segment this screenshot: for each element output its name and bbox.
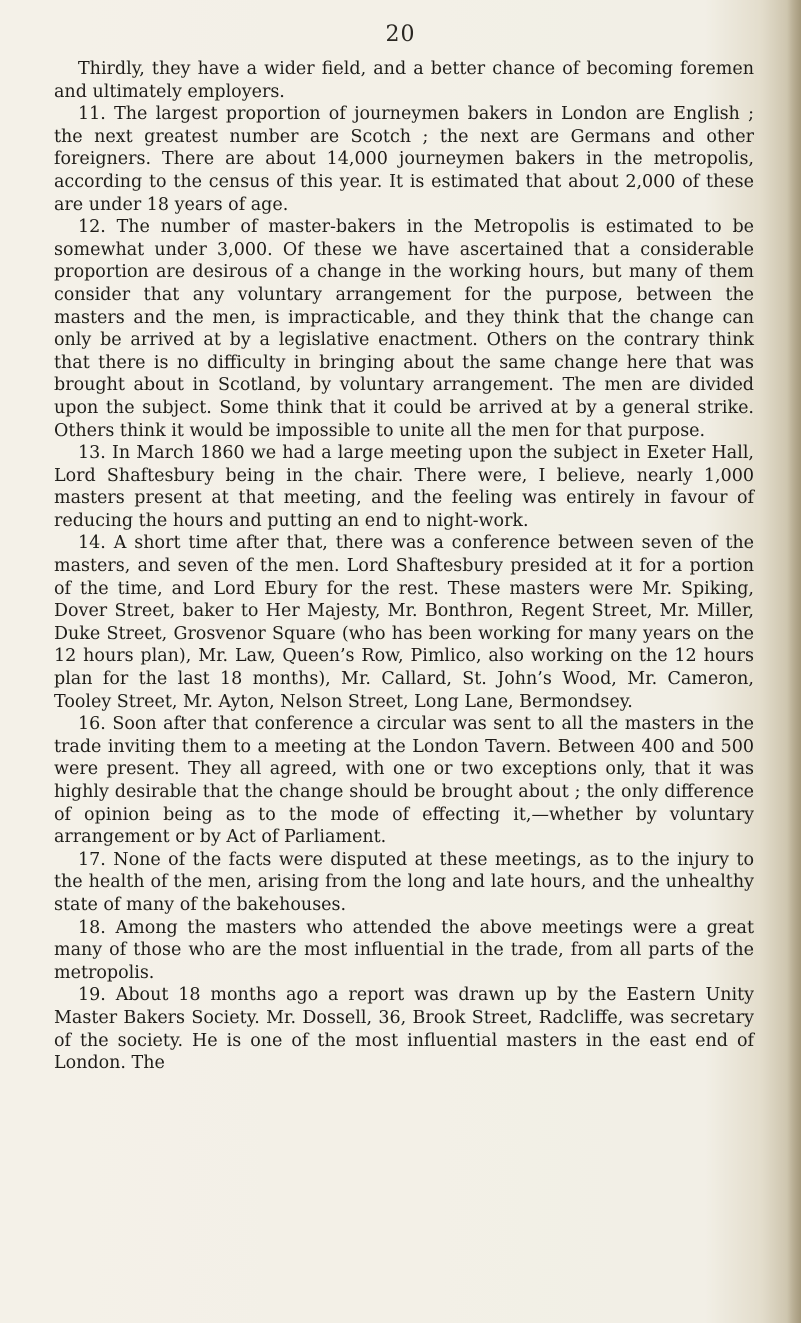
paragraph-11: 11. The largest proportion of journeymen bakers in London are English ; the next greatest number are Scotch ; the next are Germans and other foreigners. There are about 14,000 journeymen bakers in the metropolis, according to the census of this year. It is estimated that about 2,000 of these are under 18 years of age. <box>54 104 754 215</box>
page-number: 20 <box>385 22 416 47</box>
paragraph-19: 19. About 18 months ago a report was drawn up by the Eastern Unity Master Bakers Society. Mr. Dossell, 36, Brook Street, Radcliffe, was secretary of the society. He is one of the most influential masters in the east end of London. The <box>54 985 754 1074</box>
paragraph-17: 17. None of the facts were disputed at these meetings, as to the injury to the health of the men, arising from the long and late hours, and the unhealthy state of many of the bakehouses. <box>54 849 754 915</box>
paragraph-12: 12. The number of master-bakers in the Metropolis is estimated to be somewhat under 3,000. Of these we have ascertained that a considerable proportion are desirous of a change in the working hours, but many of them consider that any voluntary arrangement for the purpose, between the masters and the men, is impracticable, and they think that the change can only be arrived at by a legislative enactment. Others on the contrary think that there is no difficulty in bringing about the same change here that was brought about in Scotland, by voluntary arrangement. The men are divided upon the subject. Some think that it could be arrived at by a general strike. Others think it would be impossible to unite all the men for that purpose. <box>54 217 754 441</box>
paragraph-18: 18. Among the masters who attended the above meetings were a great many of those who are the most influential in the trade, from all parts of the metropolis. <box>54 917 754 983</box>
paragraph-thirdly: Thirdly, they have a wider field, and a better chance of becoming foremen and ultimately employers. <box>54 59 754 102</box>
paragraph-16: 16. Soon after that conference a circular was sent to all the masters in the trade inviting them to a meeting at the London Tavern. Between 400 and 500 were present. They all agreed, with one or two exceptions only, that it was highly desirable that the change should be brought about ; the only difference of opinion being as to the mode of effecting it,—whether by voluntary arrangement or by Act of Parliament. <box>54 714 754 848</box>
body-text <box>54 58 754 1075</box>
paragraph-13: 13. In March 1860 we had a large meeting upon the subject in Exeter Hall, Lord Shaftesbury being in the chair. There were, I believe, nearly 1,000 masters present at that meeting, and the feeling was entirely in favour of reducing the hours and putting an end to night-work. <box>54 443 754 531</box>
paragraph-14: 14. A short time after that, there was a conference between seven of the masters, and seven of the men. Lord Shaftesbury presided at it for a portion of the time, and Lord Ebury for the rest. These masters were Mr. Spiking, Dover Street, baker to Her Majesty, Mr. Bonthron, Regent Street, Mr. Miller, Duke Street, Grosvenor Square (who has been working for many years on the 12 hours plan), Mr. Law, Queen’s Row, Pimlico, also working on the 12 hours plan for the last 18 months), Mr. Callard, St. John’s Wood, Mr. Cameron, Tooley Street, Mr. Ayton, Nelson Street, Long Lane, Bermondsey. <box>54 533 754 712</box>
page-edge-shadow <box>787 0 801 1323</box>
